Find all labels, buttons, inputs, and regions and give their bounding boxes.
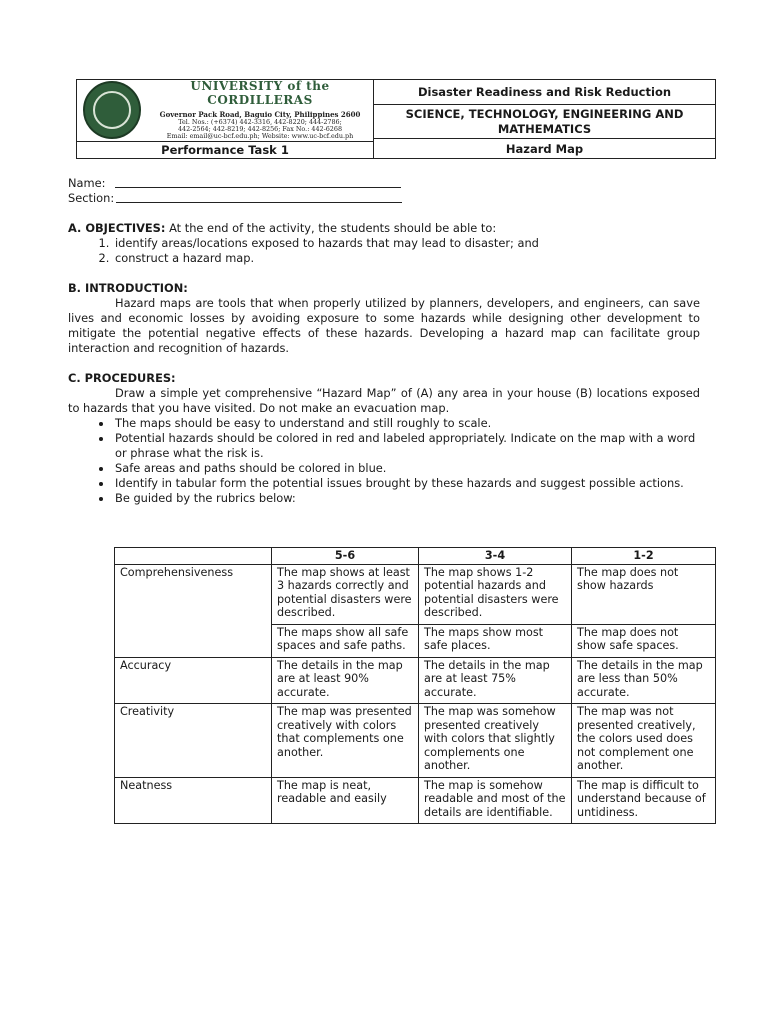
- criterion-cell: Comprehensiveness: [115, 564, 272, 657]
- rubric-cell: The details in the map are at least 90% accurate.: [272, 657, 419, 704]
- section-blank[interactable]: [116, 191, 402, 203]
- criterion-cell: Accuracy: [115, 657, 272, 704]
- university-seal-icon: [83, 81, 141, 139]
- column-header: [115, 548, 272, 565]
- name-field[interactable]: [68, 176, 700, 191]
- procedures-list: [68, 416, 700, 506]
- name-blank[interactable]: [115, 176, 401, 188]
- rubric-cell: The map does not show hazards: [572, 564, 716, 624]
- address-line: 442-2564; 442-8219; 442-8256; Fax No.: 442-6268: [177, 125, 343, 133]
- section-field[interactable]: [68, 191, 700, 206]
- header-course-info: [374, 80, 715, 158]
- list-item: • Be guided by the rubrics below:: [113, 491, 700, 506]
- rubric-cell: The map was not presented creatively, the colors used does not complement one another.: [572, 704, 716, 778]
- objectives-heading: A. OBJECTIVES:: [68, 221, 166, 235]
- list-item: • Potential hazards should be colored in red and labeled appropriately. Indicate on the map with a word or phrase what the risk is.: [113, 431, 700, 461]
- university-name: UNIVERSITY of the CORDILLERAS: [190, 79, 330, 107]
- list-item: 2. construct a hazard map.: [113, 251, 700, 266]
- header-institution: [77, 80, 374, 158]
- address-line: Email: email@uc-bcf.edu.ph; Website: www.uc-bcf.edu.ph: [166, 132, 354, 141]
- performance-task-label: Performance Task 1: [77, 141, 373, 158]
- name-label: Name:: [68, 176, 106, 190]
- objectives-list: [68, 236, 700, 266]
- objectives-section: [68, 221, 700, 266]
- subject-title: Disaster Readiness and Risk Reduction: [374, 80, 715, 105]
- procedures-section: [68, 371, 700, 506]
- address-line: Governor Pack Road, Baguio City, Philippines 2600: [159, 109, 361, 119]
- procedures-heading: C. PROCEDURES:: [68, 371, 176, 385]
- criterion-cell: Creativity: [115, 704, 272, 778]
- column-header: 1-2: [572, 548, 716, 565]
- table-row: [115, 777, 716, 824]
- rubric-cell: The map was presented creatively with colors that complements one another.: [272, 704, 419, 778]
- document-body: [68, 176, 700, 506]
- rubric-cell: The map does not show safe spaces.: [572, 624, 716, 657]
- rubric-cell: The map shows 1-2 potential hazards and potential disasters were described.: [419, 564, 572, 624]
- rubric-cell: The map was somehow presented creatively with colors that slightly complements one another.: [419, 704, 572, 778]
- rubric-cell: The details in the map are less than 50% accurate.: [572, 657, 716, 704]
- university-brand: [77, 80, 373, 141]
- list-item: • Identify in tabular form the potential issues brought by these hazards and suggest possible actions.: [113, 476, 700, 491]
- introduction-heading: B. INTRODUCTION:: [68, 281, 188, 295]
- strand-title: SCIENCE, TECHNOLOGY, ENGINEERING AND MATHEMATICS: [374, 105, 715, 139]
- column-header: 5-6: [272, 548, 419, 565]
- document-header: [76, 79, 716, 159]
- rubric-cell: The details in the map are at least 75% accurate.: [419, 657, 572, 704]
- rubric-cell: The map is neat, readable and easily: [272, 777, 419, 824]
- table-row: [115, 657, 716, 704]
- objectives-intro: At the end of the activity, the students should be able to:: [169, 221, 497, 235]
- rubric-cell: The map is difficult to understand because of untidiness.: [572, 777, 716, 824]
- rubric-cell: The map is somehow readable and most of the details are identifiable.: [419, 777, 572, 824]
- rubric-table: [114, 547, 716, 824]
- rubric-cell: The maps show all safe spaces and safe paths.: [272, 624, 419, 657]
- introduction-paragraph: Hazard maps are tools that when properly utilized by planners, developers, and engineers, can save lives and economic losses by avoiding exposure to some hazards while designing other development to mitigate the potential negative effects of these hazards. Developing a hazard map can facilitate group interaction and recognition of hazards.: [68, 296, 700, 355]
- rubric-cell: The maps show most safe places.: [419, 624, 572, 657]
- column-header: 3-4: [419, 548, 572, 565]
- section-label: Section:: [68, 191, 115, 205]
- topic-title: Hazard Map: [505, 141, 584, 156]
- procedures-paragraph: Draw a simple yet comprehensive “Hazard Map” of (A) any area in your house (B) locations exposed to hazards that you have visited. Do not make an evacuation map.: [68, 386, 700, 415]
- introduction-section: [68, 281, 700, 356]
- criterion-cell: Neatness: [115, 777, 272, 824]
- table-row: [115, 564, 716, 624]
- list-item: • The maps should be easy to understand and still roughly to scale.: [113, 416, 700, 431]
- table-row: [115, 704, 716, 778]
- list-item: 1. identify areas/locations exposed to hazards that may lead to disaster; and: [113, 236, 700, 251]
- rubric-cell: The map shows at least 3 hazards correctly and potential disasters were described.: [272, 564, 419, 624]
- address-line: Tel. Nos.: (+6374) 442-3316, 442-8220; 444-2786;: [178, 117, 342, 126]
- table-header-row: [115, 548, 716, 565]
- list-item: • Safe areas and paths should be colored in blue.: [113, 461, 700, 476]
